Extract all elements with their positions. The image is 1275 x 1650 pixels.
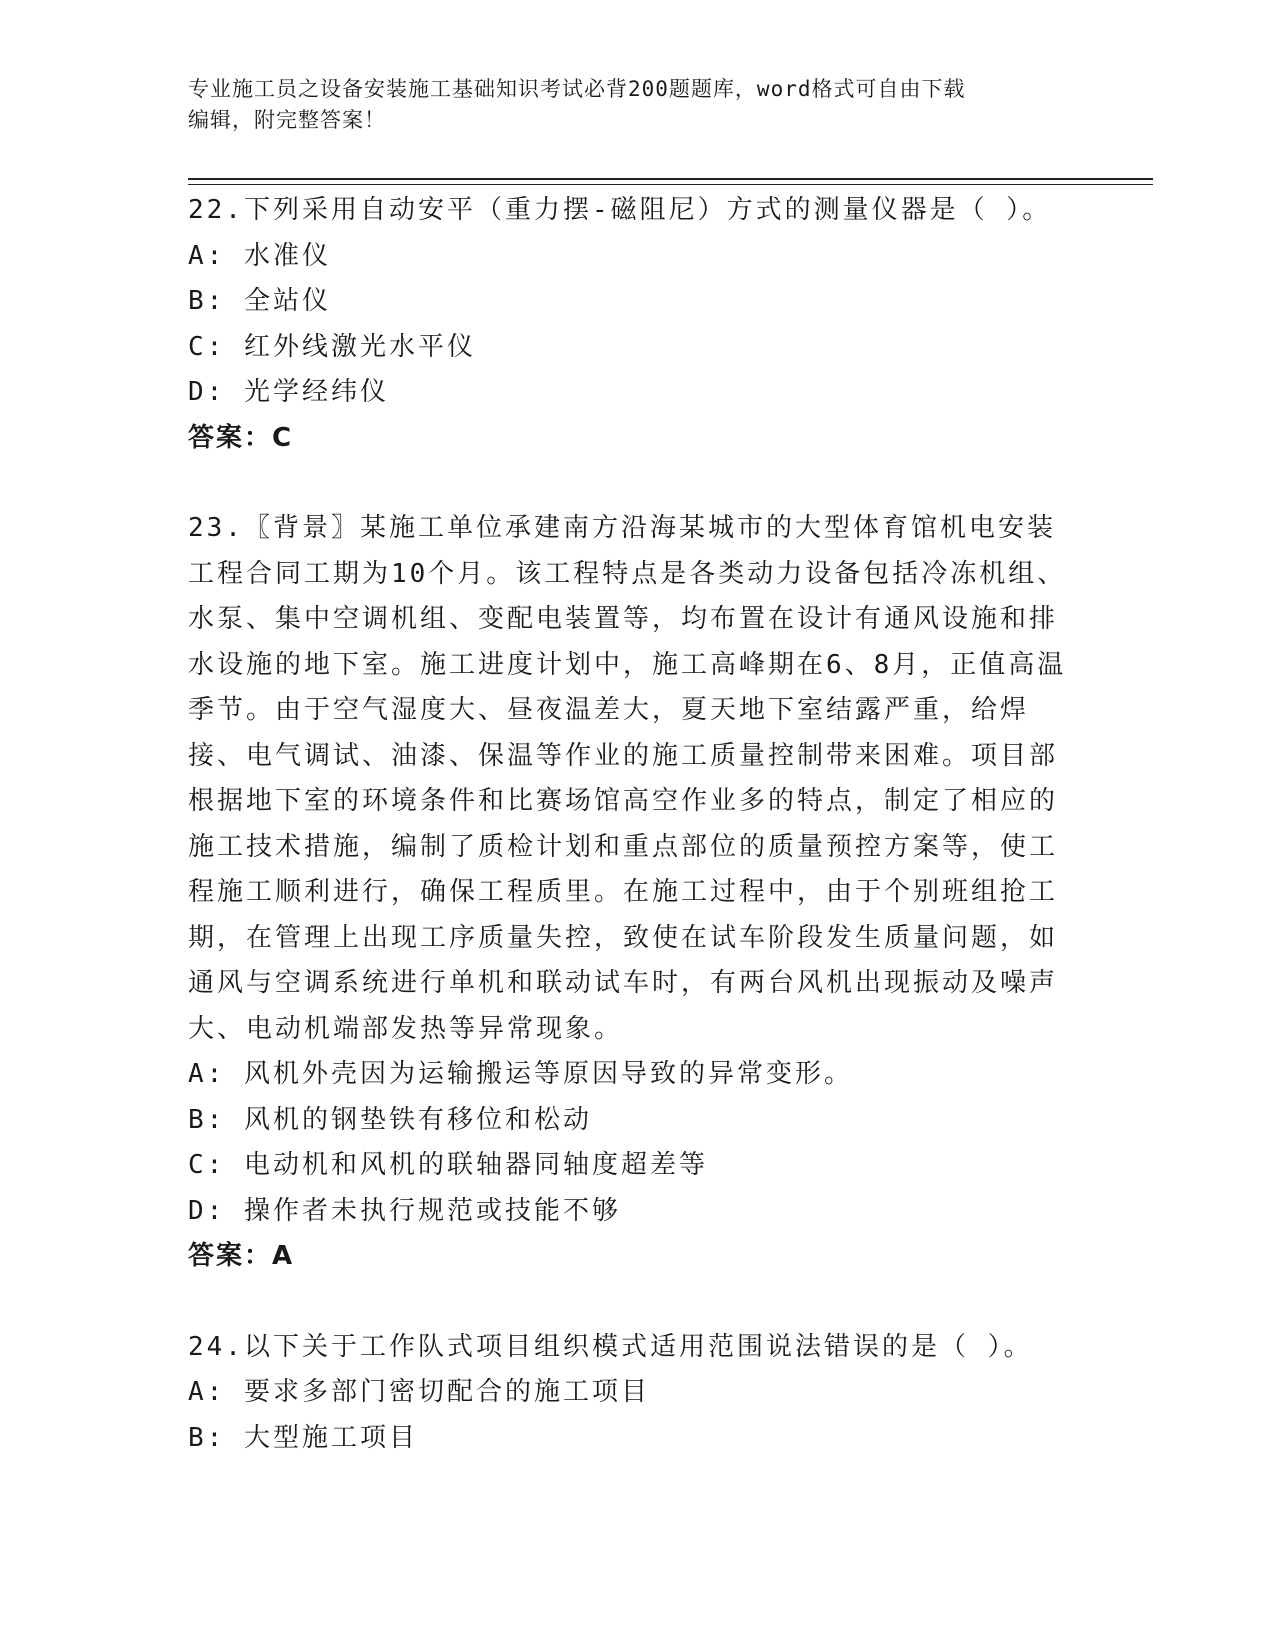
answer-label: 答案： — [188, 422, 273, 453]
option-a: A: 风机外壳因为运输搬运等原因导致的异常变形。 — [188, 1059, 853, 1089]
option-b: B: 全站仪 — [188, 286, 331, 316]
answer-value: A — [272, 1241, 295, 1271]
answer-label: 答案： — [188, 1241, 273, 1271]
question-list — [188, 188, 1068, 1461]
question-stem: 23.〖背景〗某施工单位承建南方沿海某城市的大型体育馆机电安装工程合同工期为10个月。该工程特点是各类动力设备包括冷冻机组、水泵、集中空调机组、变配电装置等，均布置在设计有通风设施和排水设施的地下室。施工进度计划中，施工高峰期在6、8月，正值高温季节。由于空气湿度大、昼夜温差大，夏天地下室结露严重，给焊接、电气调试、油漆、保温等作业的施工质量控制带来困难。项目部根据地下室的环境条件和比赛场馆高空作业多的特点，制定了相应的施工技术措施，编制了质检计划和重点部位的质量预控方案等，使工程施工顺利进行，确保工程质里。在施工过程中，由于个别班组抢工期，在管理上出现工序质量失控，致使在试车阶段发生质量问题，如通风与空调系统进行单机和联动试车时，有两台风机出现振动及噪声大、电动机端部发热等异常现象。 — [188, 513, 1067, 1044]
question-stem: 22.下列采用自动安平（重力摆-磁阻尼）方式的测量仪器是（ ）。 — [188, 195, 1052, 225]
option-b: B: 风机的钢垫铁有移位和松动 — [188, 1104, 592, 1135]
header-divider-thick — [188, 178, 1153, 180]
answer-line — [188, 1234, 1068, 1280]
question-22 — [188, 188, 1068, 461]
document-header — [188, 74, 1088, 136]
header-divider-thin — [188, 184, 1153, 185]
answer-value: C — [272, 422, 294, 453]
question-24 — [188, 1325, 1068, 1462]
option-d: D: 光学经纬仪 — [188, 377, 389, 407]
question-stem: 24.以下关于工作队式项目组织模式适用范围说法错误的是（ ）。 — [188, 1331, 1033, 1362]
option-c: C: 红外线激光水平仪 — [188, 331, 476, 362]
spacer — [188, 461, 1068, 506]
answer-line — [188, 416, 1068, 462]
option-c: C: 电动机和风机的联轴器同轴度超差等 — [188, 1150, 708, 1180]
option-a: A: 要求多部门密切配合的施工项目 — [188, 1377, 650, 1407]
option-d: D: 操作者未执行规范或技能不够 — [188, 1195, 621, 1226]
question-23 — [188, 506, 1068, 1280]
option-a: A: 水准仪 — [188, 240, 331, 271]
option-b: B: 大型施工项目 — [188, 1422, 418, 1453]
spacer — [188, 1280, 1068, 1325]
header-line-2: 编辑，附完整答案！ — [188, 108, 386, 132]
header-line-1: 专业施工员之设备安装施工基础知识考试必背200题题库，word格式可自由下载 — [188, 77, 966, 101]
